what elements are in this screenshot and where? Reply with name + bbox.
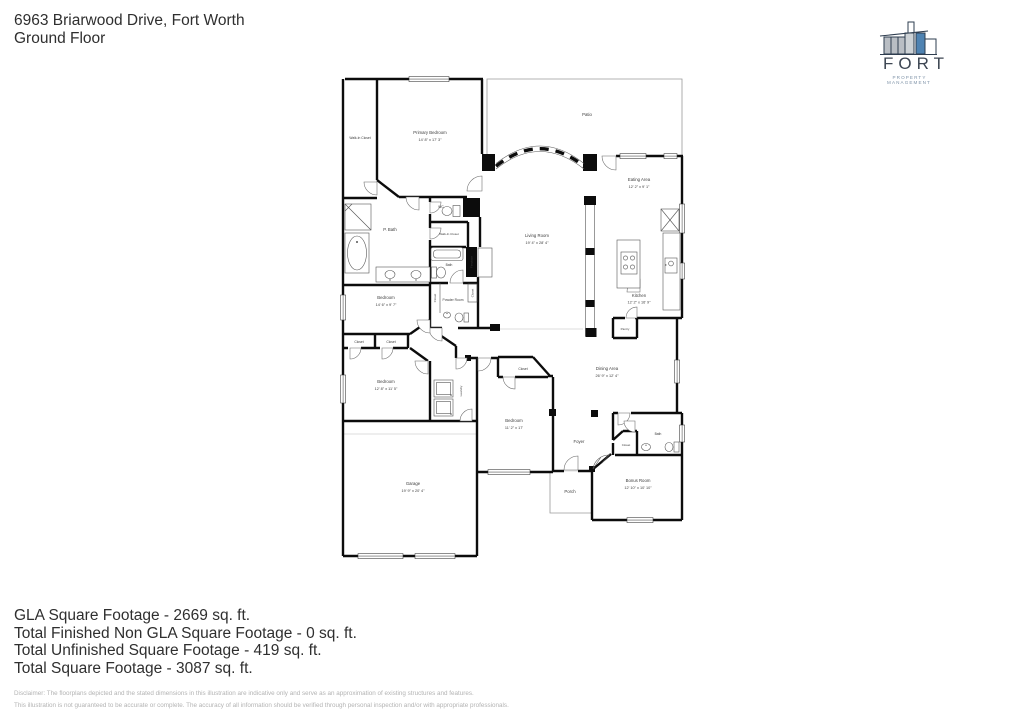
logo-tagline: PROPERTY MANAGEMENT — [887, 75, 931, 85]
room-label-porch: Porch — [564, 489, 576, 494]
room-label-walk-in-closet-primary: Walk-In Closet — [349, 136, 371, 140]
room-label-laundry: Laundry — [459, 385, 463, 397]
room-label-bedroom-left-lower: Bedroom — [377, 379, 395, 384]
room-label-bedroom-left-upper: Bedroom — [377, 295, 395, 300]
summary-line-total: Total Square Footage - 3087 sq. ft. — [14, 659, 253, 677]
room-label-garage: Garage — [405, 481, 421, 486]
room-label-closet-v1: Closet — [433, 293, 437, 303]
room-label-pantry: Pantry — [620, 327, 630, 331]
room-dims-kitchen: 12' 2" x 16' 9" — [627, 300, 651, 305]
room-label-closet-a: Closet — [354, 340, 364, 344]
room-label-primary-bedroom: Primary Bedroom — [413, 130, 447, 135]
summary-line-gla: GLA Square Footage - 2669 sq. ft. — [14, 607, 251, 624]
room-dims-eating-area: 12' 2" x 9' 1" — [628, 185, 650, 189]
logo-wordmark: FORT — [883, 54, 949, 73]
rear-bath-fixtures — [642, 442, 680, 452]
room-label-bath-center: Bath — [445, 263, 453, 267]
room-label-bedroom-center: Bedroom — [505, 418, 523, 423]
house-logo-icon — [878, 16, 940, 56]
square-footage-summary — [14, 607, 357, 677]
summary-line-non-gla: Total Finished Non GLA Square Footage - 0 sq. ft. — [14, 624, 357, 642]
room-label-closet-center: Closet — [518, 367, 528, 371]
room-label-closet-b: Closet — [386, 340, 396, 344]
header — [14, 12, 245, 48]
floor-transition-lines — [343, 329, 583, 471]
room-dims-bonus-room: 12' 10" x 10' 10" — [624, 486, 652, 490]
room-label-dining-area: Dining Area — [595, 366, 619, 371]
shower-icon — [345, 204, 371, 230]
room-dims-bedroom-left-lower: 12' 8" x 11' 5" — [374, 387, 398, 391]
room-label-closet-foyer: Closet — [621, 443, 631, 447]
floorplan-svg — [330, 70, 690, 570]
tub-icon — [431, 248, 463, 261]
fridge-icon — [661, 209, 679, 231]
disclaimer — [14, 688, 509, 711]
powder-fixtures — [444, 312, 469, 322]
room-dims-dining-area: 26' 9" x 12' 4" — [595, 374, 619, 378]
room-dims-primary-bedroom: 14' 8" x 17' 3" — [418, 138, 442, 142]
hearth — [478, 248, 492, 277]
room-label-walk-in-closet-hall: Walk-In Closet — [439, 232, 459, 236]
room-label-fireplace: Fireplace — [469, 256, 474, 268]
patio-outline — [487, 79, 682, 155]
room-label-kitchen: Kitchen — [631, 293, 647, 298]
room-label-bath-rear: Bath — [654, 432, 662, 436]
toilet-icon — [432, 267, 446, 278]
washer-dryer-icons — [434, 380, 453, 416]
room-dims-garage: 19' 9" x 20' 4" — [401, 489, 425, 493]
vanity-sinks — [376, 267, 430, 282]
room-label-patio: Patio — [582, 112, 592, 117]
room-dims-living-room: 19' 4" x 28' 4" — [525, 241, 549, 245]
room-label-bonus-room: Bonus Room — [625, 478, 651, 483]
room-label-powder-room: Powder Room — [442, 298, 464, 302]
colonnade — [584, 196, 597, 337]
disclaimer-line-2: This illustration is not guaranteed to be accurate or complete. The accuracy of all information should be verified through personal inspection and/or with appropriate professionals. — [14, 701, 509, 709]
bathtub-icon — [345, 233, 369, 273]
room-label-closet-v2: Closet — [470, 288, 475, 298]
wall-posts — [463, 154, 598, 472]
kitchen-counter — [663, 233, 680, 310]
door-arcs — [350, 156, 640, 470]
room-label-p-bath: P. Bath — [383, 227, 397, 232]
room-dims-bedroom-left-upper: 14' 6" x 9' 7" — [375, 303, 397, 307]
disclaimer-line-1: Disclaimer: The floorplans depicted and the stated dimensions in this illustration are indicative only and serve as an approximation of existing structures and features. — [14, 690, 474, 697]
room-label-living-room: Living Room — [525, 233, 549, 238]
floor-title: Ground Floor — [14, 30, 106, 47]
room-label-eating-area: Eating Area — [627, 177, 651, 182]
archway — [496, 146, 584, 169]
summary-line-unfinished: Total Unfinished Square Footage - 419 sq. ft. — [14, 642, 322, 660]
room-dims-bedroom-center: 11' 2" x 17' — [504, 426, 524, 430]
room-label-foyer: Foyer — [573, 439, 585, 444]
address-title: 6963 Briarwood Drive, Fort Worth — [14, 12, 245, 29]
company-logo — [878, 16, 949, 85]
room-label-wc: WC — [438, 205, 444, 209]
stove-icon — [621, 252, 637, 274]
toilet-icon — [442, 206, 460, 217]
